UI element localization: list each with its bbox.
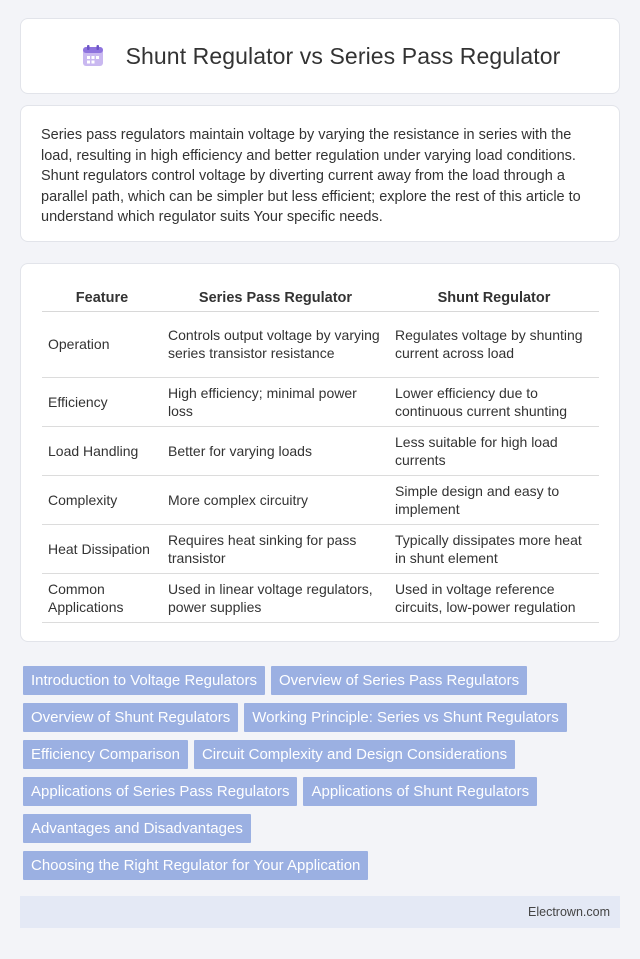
tag-circuit-complexity[interactable]: Circuit Complexity and Design Considerations	[194, 740, 515, 769]
intro-card	[20, 105, 620, 242]
row-series: Requires heat sinking for pass transistor	[162, 524, 389, 573]
calendar-icon	[80, 43, 106, 69]
comparison-table	[42, 284, 599, 623]
table-row	[42, 311, 599, 377]
row-feature: Heat Dissipation	[42, 524, 162, 573]
row-series: Used in linear voltage regulators, power supplies	[162, 573, 389, 622]
table-header-row	[42, 284, 599, 311]
header-series: Series Pass Regulator	[162, 284, 389, 311]
row-feature: Load Handling	[42, 426, 162, 475]
tag-overview-shunt[interactable]: Overview of Shunt Regulators	[23, 703, 238, 732]
row-feature: Complexity	[42, 475, 162, 524]
tag-applications-series[interactable]: Applications of Series Pass Regulators	[23, 777, 297, 806]
row-series: Controls output voltage by varying series transistor resistance	[162, 311, 389, 377]
tag-applications-shunt[interactable]: Applications of Shunt Regulators	[303, 777, 537, 806]
row-shunt: Lower efficiency due to continuous current shunting	[389, 377, 599, 426]
header-shunt: Shunt Regulator	[389, 284, 599, 311]
footer	[20, 896, 620, 928]
row-shunt: Typically dissipates more heat in shunt element	[389, 524, 599, 573]
row-series: High efficiency; minimal power loss	[162, 377, 389, 426]
tag-advantages[interactable]: Advantages and Disadvantages	[23, 814, 251, 843]
title-card	[20, 18, 620, 94]
row-shunt: Simple design and easy to implement	[389, 475, 599, 524]
table-row	[42, 524, 599, 573]
table-row	[42, 573, 599, 622]
tag-introduction[interactable]: Introduction to Voltage Regulators	[23, 666, 265, 695]
row-shunt: Used in voltage reference circuits, low-power regulation	[389, 573, 599, 622]
table-row	[42, 426, 599, 475]
row-shunt: Less suitable for high load currents	[389, 426, 599, 475]
row-feature: Operation	[42, 311, 162, 377]
row-series: More complex circuitry	[162, 475, 389, 524]
tag-efficiency[interactable]: Efficiency Comparison	[23, 740, 188, 769]
topic-tags	[23, 666, 623, 888]
footer-site[interactable]: Electrown.com	[528, 905, 610, 919]
header-feature: Feature	[42, 284, 162, 311]
page-title: Shunt Regulator vs Series Pass Regulator	[125, 42, 561, 69]
tag-choosing[interactable]: Choosing the Right Regulator for Your Application	[23, 851, 368, 880]
table-row	[42, 475, 599, 524]
tag-overview-series[interactable]: Overview of Series Pass Regulators	[271, 666, 527, 695]
table-row	[42, 377, 599, 426]
tag-working-principle[interactable]: Working Principle: Series vs Shunt Regulators	[244, 703, 567, 732]
row-feature: Efficiency	[42, 377, 162, 426]
row-series: Better for varying loads	[162, 426, 389, 475]
row-feature: Common Applications	[42, 573, 162, 622]
intro-paragraph: Series pass regulators maintain voltage by varying the resistance in series with the load, resulting in high efficiency and better regulation under varying load conditions. Shunt regulators control voltage by diverting current away from the load through a parallel path, which can be simpler but less efficient; explore the rest of this article to understand which regulator suits Your specific needs.	[41, 127, 581, 225]
row-shunt: Regulates voltage by shunting current across load	[389, 311, 599, 377]
comparison-table-card	[20, 263, 620, 642]
